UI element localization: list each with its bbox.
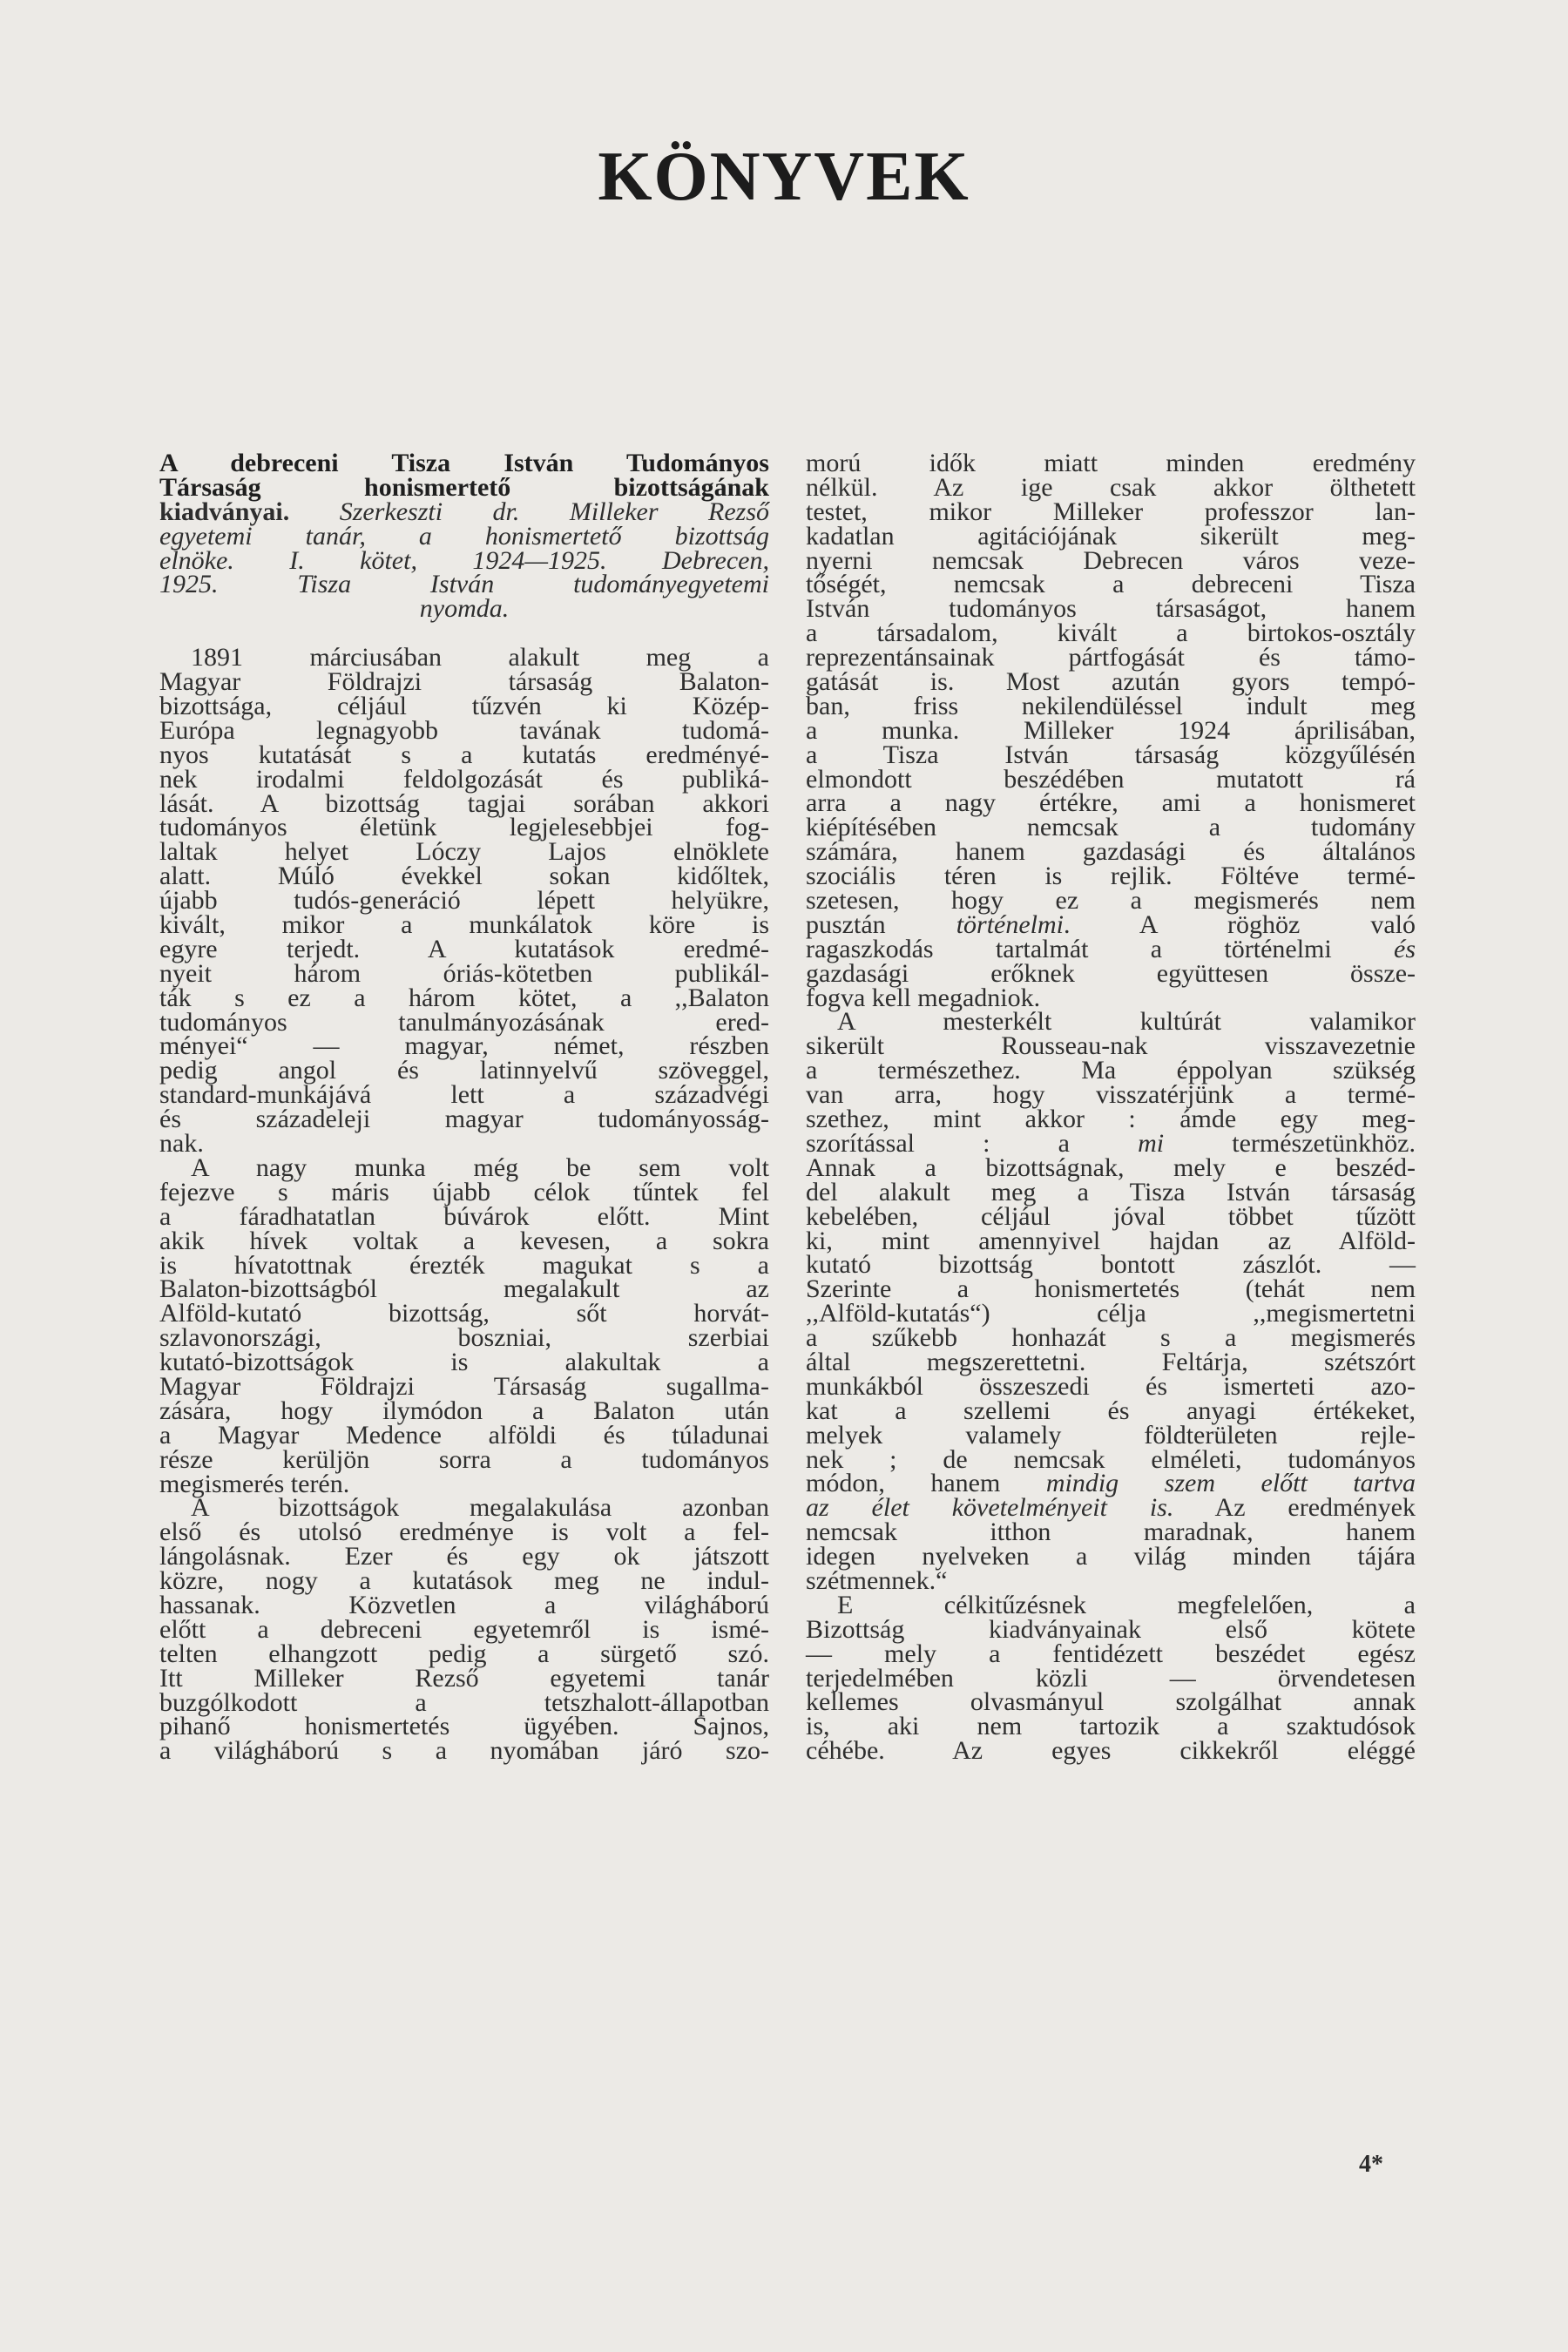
text-line: Annak a bizottságnak, mely e beszéd- [806, 1152, 1416, 1182]
text-line: 1891 márciusában alakult meg a [191, 643, 769, 672]
text-line: reprezentánsainak pártfogását és támo- [806, 643, 1416, 672]
text-line: Magyar Földrajzi társaság Balaton- [159, 667, 769, 697]
text-line: Magyar Földrajzi Társaság sugallma- [159, 1371, 769, 1401]
text-line: E célkitűzésnek megfelelően, a [837, 1590, 1416, 1619]
text-line: szethez, mint akkor : ámde egy meg- [806, 1105, 1416, 1134]
text-line: kivált, mikor a munkálatok köre is [159, 910, 769, 940]
text-line: nélkül. Az ige csak akkor ölthetett [806, 472, 1416, 502]
text-line: az élet követelményeit is. Az eredmények [806, 1493, 1416, 1523]
text-line: ban, friss nekilendüléssel indult meg [806, 691, 1416, 720]
text-line: fogva kell megadniok. [806, 983, 1041, 1012]
text-line: és századeleji magyar tudományosság- [159, 1105, 769, 1134]
text-line: tudományos tanulmányozásának ered- [159, 1007, 769, 1037]
text-line: szétmennek.“ [806, 1565, 948, 1595]
text-line: alatt. Múló évekkel sokan kidőltek, [159, 862, 769, 891]
text-line: újabb tudós-generáció lépett helyükre, [159, 886, 769, 916]
text-line: szetesen, hogy ez a megismerés nem [806, 886, 1416, 916]
page-number: 4* [1359, 2151, 1383, 2178]
text-line: István tudományos társaságot, hanem [806, 594, 1416, 624]
text-line: Európa legnagyobb tavának tudomá- [159, 715, 769, 745]
text-line: lását. A bizottság tagjai sorában akkori [159, 788, 769, 818]
text-line: szlavonországi, boszniai, szerbiai [159, 1323, 769, 1353]
text-line: a társadalom, kivált a birtokos-osztály [806, 618, 1416, 648]
text-line: a Tisza István társaság közgyűlésén [806, 740, 1416, 769]
text-line: zására, hogy ilymódon a Balaton után [159, 1396, 769, 1425]
text-line: tőségét, nemcsak a debreceni Tisza [806, 570, 1416, 599]
text-line: testet, mikor Milleker professzor lan- [806, 497, 1416, 526]
text-line: szorítással : a mi természetünkhöz. [806, 1128, 1416, 1158]
text-line: pedig angol és latinnyelvű szöveggel, [159, 1056, 769, 1085]
text-line: része kerüljön sorra a tudományos [159, 1444, 769, 1474]
text-line: munkákból összeszedi és ismerteti azo- [806, 1371, 1416, 1401]
text-line: standard-munkájává lett a századvégi [159, 1080, 769, 1110]
text-line: hassanak. Közvetlen a világháború [159, 1590, 769, 1619]
text-line: a szűkebb honhazát s a megismerés [806, 1323, 1416, 1353]
text-line: a természethez. Ma éppolyan szükség [806, 1056, 1416, 1085]
text-line: telten elhangzott pedig a sürgető szó. [159, 1639, 769, 1668]
text-line: buzgólkodott a tetszhalott-állapotban [159, 1687, 769, 1717]
text-line: arra a nagy értékre, ami a honismeret [806, 788, 1416, 818]
text-line: morú idők miatt minden eredmény [806, 449, 1416, 477]
text-line: bizottsága, céljául tűzvén ki Közép- [159, 692, 769, 721]
text-line: pihanő honismertetés ügyében. Sajnos, [159, 1712, 769, 1741]
text-line: ták s ez a három kötet, a ,,Balaton [159, 983, 769, 1012]
text-line: kellemes olvasmányul szolgálhat annak [806, 1687, 1416, 1717]
text-line: lángolásnak. Ezer és egy ok játszott [159, 1542, 769, 1571]
text-line: akik hívek voltak a kevesen, a sokra [159, 1226, 769, 1255]
text-line: kutató-bizottságok is alakultak a [159, 1348, 769, 1377]
text-line: kutató bizottság bontott zászlót. — [806, 1250, 1416, 1280]
text-line: Szerinte a honismertetés (tehát nem [806, 1274, 1416, 1304]
text-line: nyerni nemcsak Debrecen város veze- [806, 545, 1416, 575]
text-line: van arra, hogy visszatérjünk a termé- [806, 1080, 1416, 1110]
text-line: A bizottságok megalakulása azonban [191, 1493, 769, 1523]
text-line: laltak helyet Lóczy Lajos elnöklete [159, 837, 769, 867]
biblio-line: nyomda. [419, 594, 510, 624]
text-line: nek ; de nemcsak elméleti, tudományos [806, 1444, 1416, 1474]
text-line: egyre terjedt. A kutatások eredmé- [159, 934, 769, 963]
text-line: nak. [159, 1129, 204, 1159]
text-line: A nagy munka még be sem volt [191, 1152, 769, 1182]
text-line: is, aki nem tartozik a szaktudósok [806, 1712, 1416, 1741]
text-line: gatását is. Most azután gyors tempó- [806, 667, 1416, 697]
text-line: nyeit három óriás-kötetben publikál- [159, 958, 769, 988]
section-title: KÖNYVEK [598, 139, 970, 215]
text-line: módon, hanem mindig szem előtt tartva [806, 1469, 1416, 1498]
text-line: a munka. Milleker 1924 áprilisában, [806, 715, 1416, 745]
text-line: del alakult meg a Tisza István társaság [806, 1177, 1416, 1206]
text-line: számára, hanem gazdasági és általános [806, 837, 1416, 867]
text-line: elmondott beszédében mutatott rá [806, 764, 1416, 794]
text-line: kadatlan agitációjának sikerült meg- [806, 521, 1416, 551]
text-line: a világháború s a nyomában járó szo- [159, 1736, 769, 1766]
text-line: a fáradhatatlan búvárok előtt. Mint [159, 1201, 769, 1231]
text-line: előtt a debreceni egyetemről is ismé- [159, 1614, 769, 1644]
text-line: Balaton-bizottságból megalakult az [159, 1274, 769, 1304]
text-line: ragaszkodás tartalmát a történelmi és [806, 934, 1416, 963]
text-line: — mely a fentidézett beszédet egész [806, 1639, 1416, 1668]
text-line: nek irodalmi feldolgozását és publiká- [159, 764, 769, 794]
text-line: idegen nyelveken a világ minden tájára [806, 1542, 1416, 1571]
text-line: Bizottság kiadványainak első kötete [806, 1614, 1416, 1644]
biblio-line: elnöke. I. kötet, 1924—1925. Debrecen, [159, 545, 769, 575]
text-line: kiépítésében nemcsak a tudomány [806, 813, 1416, 842]
text-line: által megszerettetni. Feltárja, szétszórt [806, 1347, 1416, 1376]
text-line: kebelében, céljául jóval többet tűzött [806, 1201, 1416, 1231]
right-column [806, 449, 1416, 1766]
text-line: fejezve s máris újabb célok tűntek fel [159, 1177, 769, 1206]
text-line: Alföld-kutató bizottság, sőt horvát- [159, 1299, 769, 1328]
text-line: ki, mint amennyivel hajdan az Alföld- [806, 1226, 1416, 1255]
biblio-line: A debreceni Tisza István Tudományos [159, 449, 769, 477]
text-line: ,,Alföld-kutatás“) célja ,,megismertetni [806, 1299, 1416, 1328]
biblio-line: 1925. Tisza István tudományegyetemi [159, 570, 769, 599]
text-line: szociális téren is rejlik. Föltéve termé- [806, 862, 1416, 891]
text-line: pusztán történelmi. A röghöz való [806, 909, 1416, 939]
text-line: gazdasági erőknek együttesen össze- [806, 958, 1416, 988]
text-line: első és utolsó eredménye is volt a fel- [159, 1517, 769, 1547]
spacer [159, 621, 769, 645]
text-line: tudományos életünk legjelesebbjei fog- [159, 813, 769, 842]
left-column [159, 449, 769, 1766]
text-line: Itt Milleker Rezső egyetemi tanár [159, 1663, 769, 1693]
text-line: közre, nogy a kutatások meg ne indul- [159, 1566, 769, 1596]
text-line: a Magyar Medence alföldi és túladunai [159, 1420, 769, 1450]
text-line: ményei“ — magyar, német, részben [159, 1031, 769, 1061]
text-line: is hívatottnak érezték magukat s a [159, 1250, 769, 1280]
text-line: sikerült Rousseau-nak visszavezetnie [806, 1031, 1416, 1061]
biblio-line: egyetemi tanár, a honismertető bizottság [159, 521, 769, 551]
text-line: nemcsak itthon maradnak, hanem [806, 1517, 1416, 1547]
text-line: nyos kutatását s a kutatás eredményé- [159, 740, 769, 769]
text-line: kat a szellemi és anyagi értékeket, [806, 1396, 1416, 1425]
text-line: megismerés terén. [159, 1469, 350, 1498]
biblio-line: Társaság honismertető bizottságának [159, 472, 769, 502]
text-line: terjedelmében közli — örvendetesen [806, 1663, 1416, 1693]
text-line: A mesterkélt kultúrát valamikor [837, 1007, 1416, 1037]
text-line: melyek valamely földterületen rejle- [806, 1420, 1416, 1450]
biblio-line: kiadványai. Szerkeszti dr. Milleker Rezső [159, 497, 769, 526]
text-line: céhébe. Az egyes cikkekről eléggé [806, 1736, 1416, 1766]
